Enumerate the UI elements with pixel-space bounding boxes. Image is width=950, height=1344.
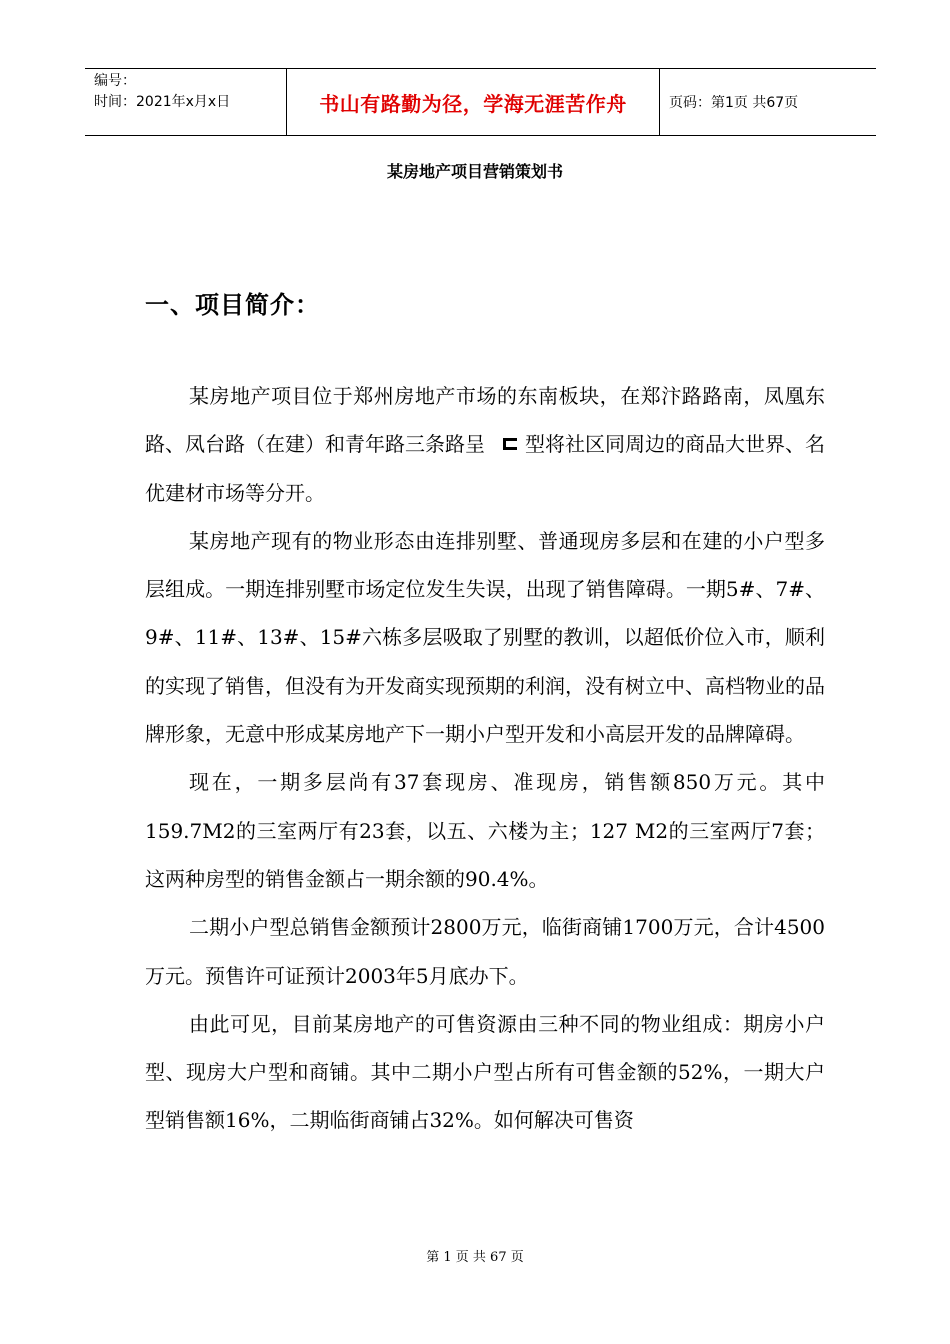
time-label: 时间：2021年x月x日 (94, 94, 231, 110)
page-info: 页码：第1页 共67页 (669, 95, 799, 111)
paragraph-4: 二期小户型总销售金额预计2800万元，临街商铺1700万元，合计4500万元。预售许可证预计2003年5月底办下。 (145, 915, 825, 988)
header-motto-cell (287, 69, 660, 135)
header-table (85, 68, 876, 136)
number-label: 编号： (94, 73, 136, 89)
section-heading: 一、项目简介： (145, 291, 320, 319)
paragraph-1 (145, 372, 825, 517)
document-title: 某房地产项目营销策划书 (386, 162, 563, 181)
header-meta-cell (85, 69, 287, 135)
paragraph-3: 现在，一期多层尚有37套现房、准现房，销售额850万元。其中159.7M2的三室两厅有23套，以五、六楼为主；127 M2的三室两厅7套；这两种房型的销售金额占一期余额的90.4%。 (145, 770, 825, 891)
bracket-shape-icon (503, 438, 517, 450)
paragraph-2: 某房地产现有的物业形态由连排别墅、普通现房多层和在建的小户型多层组成。一期连排别墅市场定位发生失误，出现了销售障碍。一期5#、7#、9#、11#、13#、15#六栋多层吸取了别墅的教训，以超低价位入市，顺利的实现了销售，但没有为开发商实现预期的利润，没有树立中、高档物业的品牌形象，无意中形成某房地产下一期小户型开发和小高层开发的品牌障碍。 (145, 528, 825, 747)
page-footer: 第 1 页 共 67 页 (426, 1250, 524, 1265)
motto-text: 书山有路勤为径，学海无涯苦作舟 (319, 91, 627, 116)
body-text (145, 372, 825, 1145)
paragraph-1-part2: 型将社区同周边的商品大世界、名优建材市场等分开。 (145, 432, 825, 505)
paragraph-5: 由此可见，目前某房地产的可售资源由三种不同的物业组成：期房小户型、现房大户型和商铺。其中二期小户型占所有可售金额的52%，一期大户型销售额16%，二期临街商铺占32%。如何解决可售资 (145, 1011, 825, 1133)
paragraph-1-part1: 某房地产项目位于郑州房地产市场的东南板块，在郑汴路路南，凤凰东路、凤台路（在建）和青年路三条路呈 (145, 384, 825, 457)
header-page-cell (660, 69, 876, 135)
